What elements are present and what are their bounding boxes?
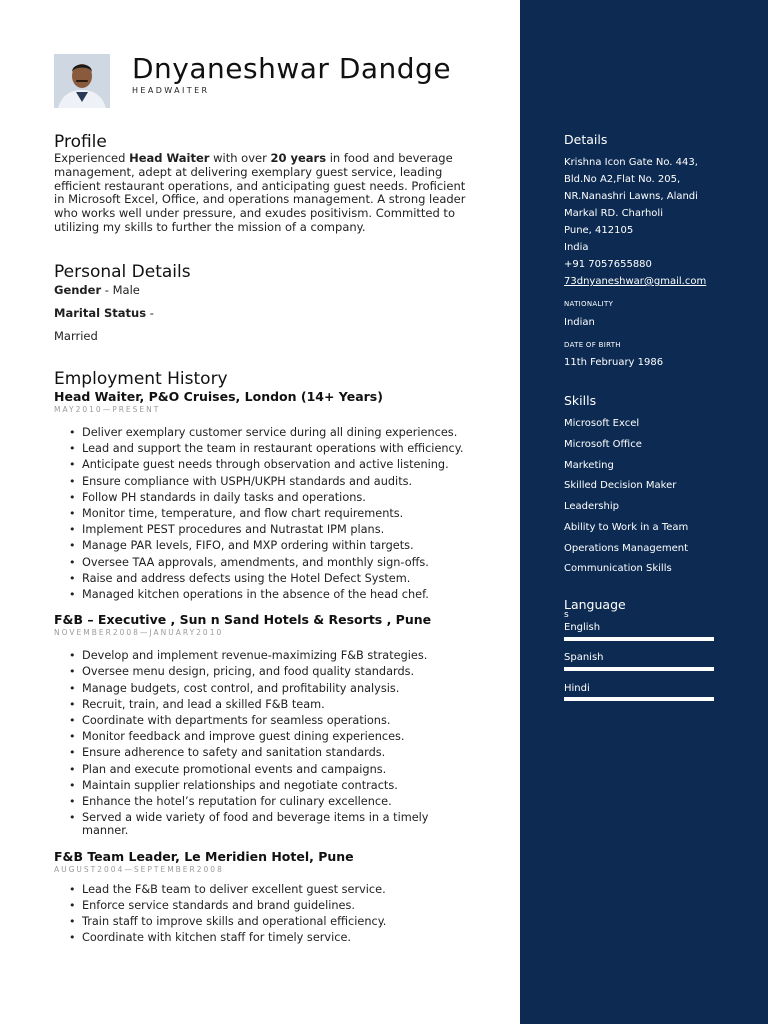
phone-number: +91 7057655880 [564,259,652,270]
skill-item: Marketing [564,460,614,471]
details-heading: Details [564,132,608,147]
address-line: Markal RD. Charholi [564,208,663,219]
duty-item: • Plan and execute promotional events and campaigns. [54,763,479,776]
profile-photo [54,54,110,108]
skill-item: Communication Skills [564,563,672,574]
address-line: Bld.No A2,Flat No. 205, [564,174,681,185]
duty-item: • Manage PAR levels, FIFO, and MXP ordering within targets. [54,539,479,552]
email-link[interactable]: 73dnyaneshwar@gmail.com [564,276,707,287]
job-entry [54,612,479,837]
candidate-job-title: HEADWAITER [132,86,210,95]
language-name: Spanish [564,652,604,663]
skill-item: Microsoft Excel [564,418,640,429]
nationality-value: Indian [564,317,595,328]
marital-status-value: Married [54,329,98,343]
candidate-name: Dnyaneshwar Dandge [132,52,452,85]
duty-item: • Monitor time, temperature, and flow chart requirements. [54,507,479,520]
dob-label: DATE OF BIRTH [564,341,621,349]
dob-value: 11th February 1986 [564,357,664,368]
duty-item: • Maintain supplier relationships and negotiate contracts. [54,779,479,792]
gender-line: Gender - Male [54,283,140,297]
personal-details-section [54,262,479,343]
duty-item: • Deliver exemplary customer service during all dining experiences. [54,426,479,439]
profile-heading: Profile [54,132,107,152]
job-dates: AUGUST2004—SEPTEMBER2008 [54,864,224,874]
employment-heading: Employment History [54,369,228,389]
nationality-label: NATIONALITY [564,300,614,308]
duty-list [54,649,479,837]
profile-text: Experienced Head Waiter with over 20 years in food and beverage management, adept at delivering exemplary guest service, leading efficient restaurant operations, and anticipating guest needs. Proficient in Microsoft Excel, Office, and operations management. A strong leader who works well under pressure, and exudes positivism. Committed to utilizing my skills to further the mission of a company. [54,151,466,234]
duty-item: • Enhance the hotel’s reputation for culinary excellence. [54,795,479,808]
personal-details-heading: Personal Details [54,262,191,282]
language-level-bar [564,637,714,641]
job-title: F&B – Executive , Sun n Sand Hotels & Resorts , Pune [54,612,432,628]
duty-item: • Ensure compliance with USPH/UKPH standards and audits. [54,475,479,488]
job-title: Head Waiter, P&O Cruises, London (14+ Years) [54,389,383,404]
address-line: Pune, 412105 [564,225,634,236]
duty-item: • Train staff to improve skills and operational efficiency. [54,915,479,928]
language-heading-overflow: s [564,610,569,620]
duty-item: • Follow PH standards in daily tasks and operations. [54,491,479,504]
job-entry [54,849,479,945]
duty-item: • Ensure adherence to safety and sanitation standards. [54,746,479,759]
duty-item: • Oversee TAA approvals, amendments, and monthly sign-offs. [54,556,479,569]
job-entry [54,389,479,601]
skill-item: Microsoft Office [564,439,642,450]
language-level-bar [564,667,714,671]
duty-list [54,426,479,601]
language-heading: Language [564,597,626,612]
duty-item: • Develop and implement revenue-maximizing F&B strategies. [54,649,479,662]
duty-item: • Raise and address defects using the Hotel Defect System. [54,572,479,585]
duty-item: • Implement PEST procedures and Nutrastat IPM plans. [54,523,479,536]
duty-item: • Monitor feedback and improve guest dining experiences. [54,730,479,743]
duty-list [54,883,479,945]
skill-item: Leadership [564,501,619,512]
language-level-bar [564,697,714,701]
skill-item: Ability to Work in a Team [564,522,689,533]
address-line: Krishna Icon Gate No. 443, [564,157,698,168]
job-dates: NOVEMBER2008—JANUARY2010 [54,628,224,638]
duty-item: • Lead the F&B team to deliver excellent guest service. [54,883,479,896]
duty-item: • Enforce service standards and brand guidelines. [54,899,479,912]
duty-item: • Coordinate with kitchen staff for timely service. [54,931,479,944]
marital-status-line: Marital Status - [54,306,154,320]
duty-item: • Oversee menu design, pricing, and food quality standards. [54,665,479,678]
skill-item: Operations Management [564,543,689,554]
skills-heading: Skills [564,393,597,408]
job-title: F&B Team Leader, Le Meridien Hotel, Pune [54,848,354,864]
portrait-photo-icon [54,54,110,108]
duty-item: • Coordinate with departments for seamless operations. [54,714,479,727]
duty-item: • Manage budgets, cost control, and profitability analysis. [54,682,479,695]
address-line: NR.Nanashri Lawns, Alandi [564,191,698,202]
employment-section [54,369,479,947]
skill-item: Skilled Decision Maker [564,480,677,491]
duty-item: • Recruit, train, and lead a skilled F&B team. [54,698,479,711]
language-name: Hindi [564,683,590,694]
duty-item: • Served a wide variety of food and beverage items in a timely manner. [54,811,479,837]
sidebar [520,0,768,1024]
profile-section [54,132,479,235]
job-dates: MAY2010—PRESENT [54,405,161,414]
duty-item: • Managed kitchen operations in the absence of the head chef. [54,588,479,601]
duty-item: • Anticipate guest needs through observation and active listening. [54,458,479,471]
language-name: English [564,622,601,633]
address-line: India [564,242,589,253]
duty-item: • Lead and support the team in restaurant operations with efficiency. [54,442,479,455]
